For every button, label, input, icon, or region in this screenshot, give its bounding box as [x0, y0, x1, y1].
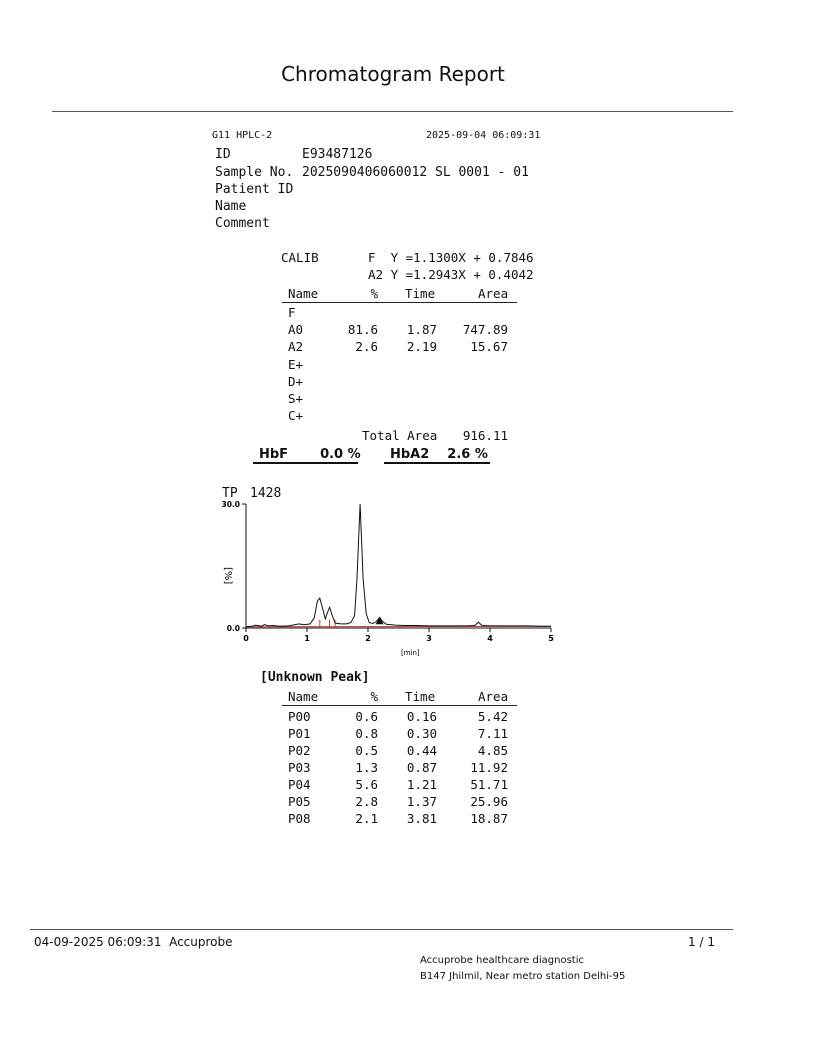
unknown-table-divider — [282, 705, 517, 706]
unknown-row-area: 7.11 — [477, 726, 508, 741]
unknown-row-pct: 1.3 — [355, 760, 378, 775]
peak-row-name: E+ — [288, 356, 304, 372]
peak-row-area: 747.89 — [462, 322, 508, 338]
unknown-row-name: P02 — [288, 743, 311, 758]
unknown-row-pct: 0.5 — [355, 743, 378, 758]
peak-row-time: 1.87 — [406, 322, 437, 338]
unknown-col-time-header: Time — [405, 689, 436, 704]
peak-row-name: D+ — [288, 373, 304, 389]
calib-f-equation: F Y =1.1300X + 0.7846 — [368, 250, 534, 265]
unknown-row-pct: 2.8 — [355, 794, 378, 809]
x-tick-label: 0 — [243, 634, 249, 643]
unknown-row-name: P03 — [288, 760, 311, 775]
sl-value: SL 0001 - 01 — [435, 165, 529, 180]
unknown-row-time: 0.16 — [406, 709, 437, 724]
instrument-name: G11 HPLC-2 — [212, 130, 273, 141]
unknown-row-pct: 2.1 — [355, 811, 378, 826]
unknown-row-time: 1.21 — [406, 777, 437, 792]
page-number: 1 / 1 — [688, 935, 715, 949]
report-datetime: 2025-09-04 06:09:31 — [426, 130, 541, 141]
chromatogram-trace — [246, 504, 551, 627]
name-label: Name — [215, 199, 247, 214]
unknown-row-name: P04 — [288, 777, 311, 792]
peak-row-name: S+ — [288, 391, 304, 406]
unknown-row-time: 0.87 — [406, 760, 437, 775]
unknown-peak-title: [Unknown Peak] — [260, 670, 370, 685]
chart-marks — [246, 504, 551, 627]
x-axis-label: [min] — [401, 649, 420, 657]
unknown-row-name: P05 — [288, 794, 311, 809]
unknown-row-area: 18.87 — [470, 811, 508, 826]
summary-hba2 — [384, 447, 490, 464]
unknown-row-area: 4.85 — [477, 743, 508, 758]
unknown-row-area: 5.42 — [477, 709, 508, 724]
footer-divider — [30, 929, 733, 930]
sample-label: Sample No. — [215, 165, 294, 180]
x-tick-label: 5 — [548, 634, 554, 643]
total-area-label: Total Area — [362, 428, 438, 443]
hbf-label: HbF — [259, 447, 289, 462]
peak-table-divider — [282, 302, 517, 303]
tp-value: 1428 — [250, 486, 282, 501]
y-tick-label: 0.0 — [226, 624, 240, 633]
id-label: ID — [215, 147, 231, 162]
unknown-row-area: 11.92 — [470, 760, 508, 775]
unknown-row-name: P08 — [288, 811, 311, 826]
col-time-header: Time — [405, 286, 436, 301]
unknown-row-area: 51.71 — [470, 777, 508, 792]
x-tick-label: 3 — [426, 634, 432, 643]
report-title: Chromatogram Report — [281, 62, 505, 86]
peak-row-time: 2.19 — [406, 339, 437, 355]
org-address: B147 Jhilmil, Near metro station Delhi-95 — [420, 971, 626, 982]
footer-timestamp: 04-09-2025 06:09:31 Accuprobe — [34, 935, 233, 949]
col-name-header: Name — [288, 286, 319, 301]
unknown-row-name: P01 — [288, 726, 311, 741]
unknown-row-pct: 0.6 — [355, 709, 378, 724]
peak-row-area: 15.67 — [470, 339, 508, 355]
unknown-row-time: 0.44 — [406, 743, 437, 758]
peak-row-name: A2 — [288, 339, 304, 355]
x-tick-label: 4 — [487, 634, 493, 643]
col-pct-header: % — [370, 286, 378, 301]
patient-id-label: Patient ID — [215, 182, 294, 197]
total-area-value: 916.11 — [462, 428, 508, 443]
calib-label: CALIB — [281, 250, 319, 265]
chart-axes — [246, 504, 551, 631]
col-area-header: Area — [478, 286, 509, 301]
id-value: E93487126 — [302, 147, 373, 162]
sample-value: 2025090406060012 — [302, 165, 428, 180]
unknown-row-time: 1.37 — [406, 794, 437, 809]
tp-label: TP — [222, 486, 238, 501]
hbf-value: 0.0 % — [320, 447, 361, 462]
hba2-label: HbA2 — [390, 447, 430, 462]
peak-row-name: F — [288, 305, 296, 320]
unknown-row-pct: 5.6 — [355, 777, 378, 792]
x-tick-label: 1 — [304, 634, 310, 643]
header-divider — [52, 111, 733, 112]
chart-ticks — [221, 500, 554, 643]
summary-hbf — [253, 447, 361, 464]
unknown-col-area-header: Area — [478, 689, 509, 704]
hba2-value: 2.6 % — [447, 447, 488, 462]
unknown-col-name-header: Name — [288, 689, 319, 704]
unknown-col-pct-header: % — [370, 689, 378, 704]
peak-row-name: A0 — [288, 322, 304, 338]
comment-label: Comment — [215, 216, 270, 231]
org-name: Accuprobe healthcare diagnostic — [420, 955, 585, 966]
y-axis-label: [%] — [222, 567, 233, 585]
y-tick-label: 30.0 — [221, 500, 240, 509]
calib-a2-equation: A2 Y =1.2943X + 0.4042 — [368, 267, 534, 282]
unknown-row-pct: 0.8 — [355, 726, 378, 741]
chromatogram-chart — [215, 495, 575, 665]
unknown-row-name: P00 — [288, 709, 311, 724]
unknown-row-area: 25.96 — [470, 794, 508, 809]
x-tick-label: 2 — [365, 634, 371, 643]
peak-row-pct: 2.6 — [355, 339, 378, 355]
unknown-row-time: 3.81 — [406, 811, 437, 826]
peak-row-pct: 81.6 — [347, 322, 378, 338]
peak-row-name: C+ — [288, 408, 304, 424]
unknown-row-time: 0.30 — [406, 726, 437, 741]
